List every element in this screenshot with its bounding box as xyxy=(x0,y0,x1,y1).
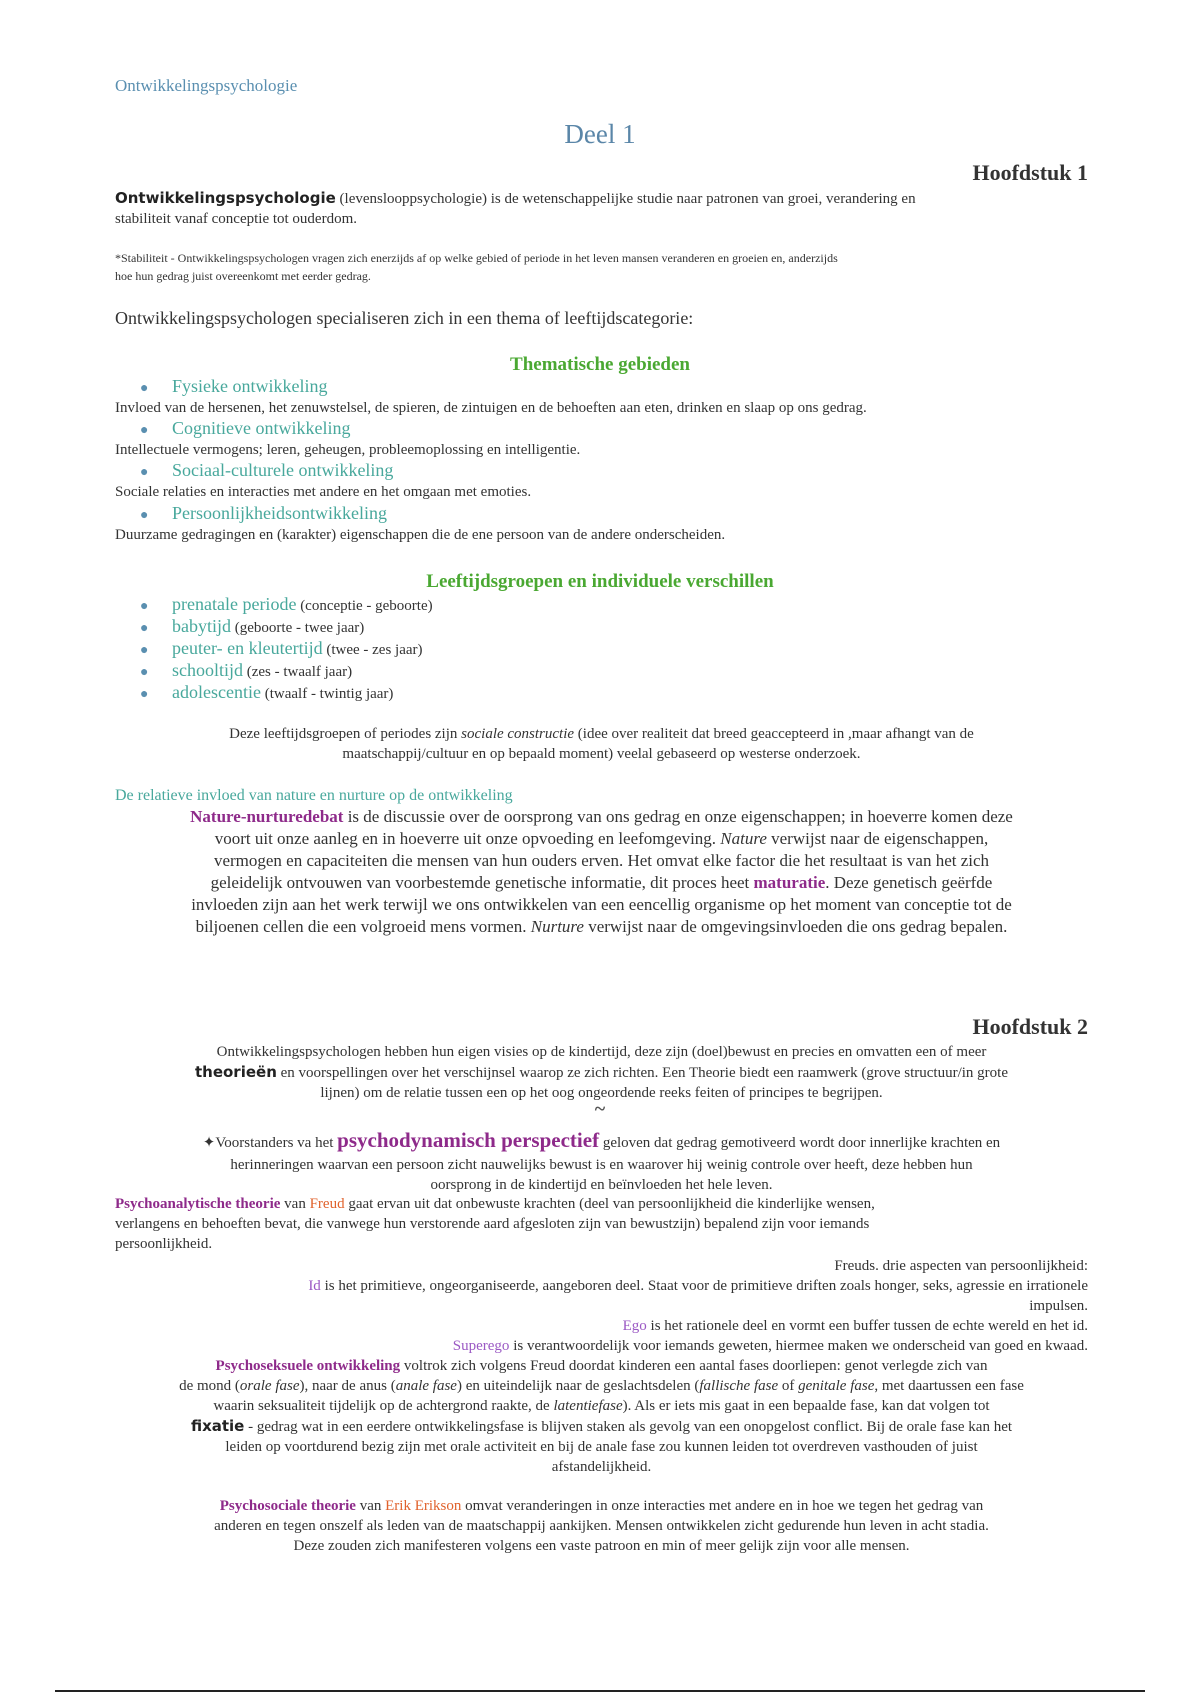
age-item: ● babytijd (geboorte - twee jaar) xyxy=(140,616,365,636)
nature-nurture-heading: De relatieve invloed van nature en nurture op de ontwikkeling xyxy=(115,787,513,804)
thematic-item: ● Fysieke ontwikkeling xyxy=(140,376,328,396)
bullet-icon: ● xyxy=(140,508,149,523)
age-heading: Leeftijdsgroepen en individuele verschillen xyxy=(426,571,774,592)
age-item: ● prenatale periode (conceptie - geboorte) xyxy=(140,594,433,614)
name-freud: Freud xyxy=(309,1196,345,1212)
social-construct-paragraph: Deze leeftijdsgroepen of periodes zijn sociale constructie (idee over realiteit dat breed geaccepteerd in ,maar afhangt van de maatschappij/cultuur en op bepaald moment) veelal gebaseerd op westerse onderzoek. xyxy=(229,726,974,762)
psychosocial-paragraph: Psychosociale theorie van Erik Erikson omvat veranderingen in onze interacties met andere en in hoe we tegen het gedrag van anderen en tegen onszelf als leden van de maatschappij aankijken. Mensen ontwikkelen zicht gedurende hun leven in acht stadia. Deze zouden zich manifesteren volgens een vaste patroon en min of meer gelijk zijn voor alle mensen. xyxy=(214,1498,989,1554)
intro-paragraph xyxy=(115,188,1088,229)
term-nature-nurturedebat: Nature-nurturedebat xyxy=(190,807,344,826)
bullet-icon: ● xyxy=(140,465,149,480)
thematic-item: ● Persoonlijkheidsontwikkeling xyxy=(140,503,387,523)
thematic-desc: Invloed van de hersenen, het zenuwstelsel, de spieren, de zintuigen en de behoeften aan eten, drinken en slaap op ons gedrag. xyxy=(115,400,867,416)
intro-line-1: Ontwikkelingspsychologie (levenslooppsychologie) is de wetenschappelijke studie naar patronen van groei, verandering en xyxy=(115,189,916,207)
thematic-desc: Intellectuele vermogens; leren, geheugen, probleemoplossing en intelligentie. xyxy=(115,442,581,458)
term-psychodynamisch-perspectief: psychodynamisch perspectief xyxy=(337,1128,600,1152)
age-item: ● adolescentie (twaalf - twintig jaar) xyxy=(140,682,394,702)
term-theorieen: theorieën xyxy=(194,1063,277,1081)
term-psychoseksuele-ontwikkeling: Psychoseksuele ontwikkeling xyxy=(215,1358,401,1374)
separator-tilde: ~ xyxy=(594,1098,606,1120)
term-ontwikkelingspsychologie: Ontwikkelingspsychologie xyxy=(115,189,336,207)
stability-note: *Stabiliteit - Ontwikkelingspsychologen vragen zich enerzijds af op welke gebied of periode in het leven mansen veranderen en groeien en, anderzijds hoe hun gedrag juist overeenkomt met eerder gedrag. xyxy=(115,251,838,283)
bullet-icon: ● xyxy=(140,599,149,614)
bullet-icon: ● xyxy=(140,687,149,702)
intro-line-2: stabiliteit vanaf conceptie tot ouderdom. xyxy=(115,211,358,227)
bullet-icon: ● xyxy=(140,621,149,636)
term-psychoanalytische-theorie: Psychoanalytische theorie xyxy=(115,1196,281,1212)
thematic-item: ● Sociaal-culturele ontwikkeling xyxy=(140,460,394,480)
chapter-1-title: Hoofdstuk 1 xyxy=(972,160,1088,185)
psychosexual-paragraph: Psychoseksuele ontwikkeling voltrok zich volgens Freud doordat kinderen een aantal fases doorliepen: genot verlegde zich van de mond (orale fase), naar de anus (anale fase) en uiteindelijk naar de geslachtsdelen (fallische fase of genitale fase, met daartussen een fase waarin seksualiteit tijdelijk op de achtergrond raakte, de latentiefase). Als er iets mis gaat in een bepaalde fase, kan dat volgen tot fixatie - gedrag wat in een eerdere ontwikkelingsfase is blijven staken als gevolg van een onopgelost conflict. Bij de orale fase kan het leiden op voortdurend bezig zijn met orale activiteit en bij de anale fase zou kunnen leiden tot overdreven vasthouden of juist afstandelijkheid. xyxy=(179,1358,1024,1475)
age-item: ● schooltijd (zes - twaalf jaar) xyxy=(140,660,353,680)
nature-nurture-paragraph: Nature-nurturedebat is de discussie over de oorsprong van ons gedrag en onze eigenschappen; in hoeverre komen deze voort uit onze aanleg en in hoeverre uit onze opvoeding en leefomgeving. Nature verwijst naar de eigenschappen, vermogen en capaciteiten die mensen van hun ouders erven. Het omvat elke factor die het resultaat is van het zich geleidelijk ontvouwen van voorbestemde genetische informatie, dit proces heet maturatie. Deze genetisch geërfde invloeden zijn aan het werk terwijl we ons ontwikkelen van een eencellig organisme op het moment van conceptie tot de biljoenen cellen die een volgroeid mens vormen. Nurture verwijst naar de omgevingsinvloeden die ons gedrag bepalen. xyxy=(190,807,1013,936)
name-erik-erikson: Erik Erikson xyxy=(385,1498,462,1514)
thematic-heading: Thematische gebieden xyxy=(510,354,690,375)
aspects-title: Freuds. drie aspecten van persoonlijkheid: xyxy=(834,1258,1088,1274)
bullet-icon: ● xyxy=(140,665,149,680)
bullet-icon: ● xyxy=(140,643,149,658)
part-title: Deel 1 xyxy=(564,119,636,149)
aspect-superego: Superego is verantwoordelijk voor iemands geweten, hiermee maken we onderscheid van goed en kwaad. xyxy=(452,1338,1088,1354)
aspect-ego: Ego is het rationele deel en vormt een buffer tussen de echte wereld en het id. xyxy=(622,1318,1088,1334)
term-maturatie: maturatie xyxy=(753,873,826,892)
psychoanalytic-paragraph: Psychoanalytische theorie van Freud gaat ervan uit dat onbewuste krachten (deel van persoonlijkheid die kinderlijke wensen, verlangens en behoeften bevat, die vanwege hun verstorende aard afgesloten zijn van bewustzijn) bepalend zijn voor iemands persoonlijkheid. xyxy=(115,1196,875,1252)
aspect-id: Id is het primitieve, ongeorganiseerde, aangeboren deel. Staat voor de primitieve driften zoals honger, seks, agressie en irrationele xyxy=(308,1278,1088,1294)
term-sociale-constructie: sociale constructie xyxy=(461,726,575,742)
thematic-item: ● Cognitieve ontwikkeling xyxy=(140,418,351,438)
freud-aspects: Freuds. drie aspecten van persoonlijkheid: Id is het primitieve, ongeorganiseerde, aangeboren deel. Staat voor de primitieve driften zoals honger, seks, agressie en irrationele impulsen. Ego is het rationele deel en vormt een buffer tussen de echte wereld en het id. Superego is verantwoordelijk voor iemands geweten, hiermee maken we onderscheid van goed en kwaad. xyxy=(115,1256,1088,1356)
psychodynamic-paragraph: ✦Voorstanders va het psychodynamisch perspectief geloven dat gedrag gemotiveerd wordt door innerlijke krachten en herinneringen waarvan een persoon zicht nauwelijks bewust is en waarover hij weinig controle over heeft, deze hebben hun oorsprong in de kindertijd en beïnvloeden het hele leven. xyxy=(202,1128,1001,1193)
thematic-desc: Sociale relaties en interacties met andere en het omgaan met emoties. xyxy=(115,484,532,500)
term-fixatie: fixatie xyxy=(190,1417,245,1435)
chapter-2-title: Hoofdstuk 2 xyxy=(972,1014,1088,1039)
bullet-icon: ● xyxy=(140,381,149,396)
specialization-lead: Ontwikkelingspsychologen specialiseren zich in een thema of leeftijdscategorie: xyxy=(115,308,694,328)
term-psychosociale-theorie: Psychosociale theorie xyxy=(219,1498,356,1514)
theory-intro-paragraph: Ontwikkelingspsychologen hebben hun eigen visies op de kindertijd, deze zijn (doel)bewust en precies en omvatten een of meer theorieën en voorspellingen over het verschijnsel waarop ze zich richten. Een Theorie biedt een raamwerk (grove structuur/in grote lijnen) om de relatie tussen een op het oog ongeordende reeks feiten of principes te begrijpen. xyxy=(194,1044,1008,1101)
thematic-desc: Duurzame gedragingen en (karakter) eigenschappen die de ene persoon van de andere onderscheiden. xyxy=(115,527,726,543)
bullet-icon: ● xyxy=(140,423,149,438)
age-item: ● peuter- en kleutertijd (twee - zes jaar) xyxy=(140,638,423,658)
footer-rule xyxy=(55,1690,1145,1692)
document-header: Ontwikkelingspsychologie xyxy=(115,76,298,95)
